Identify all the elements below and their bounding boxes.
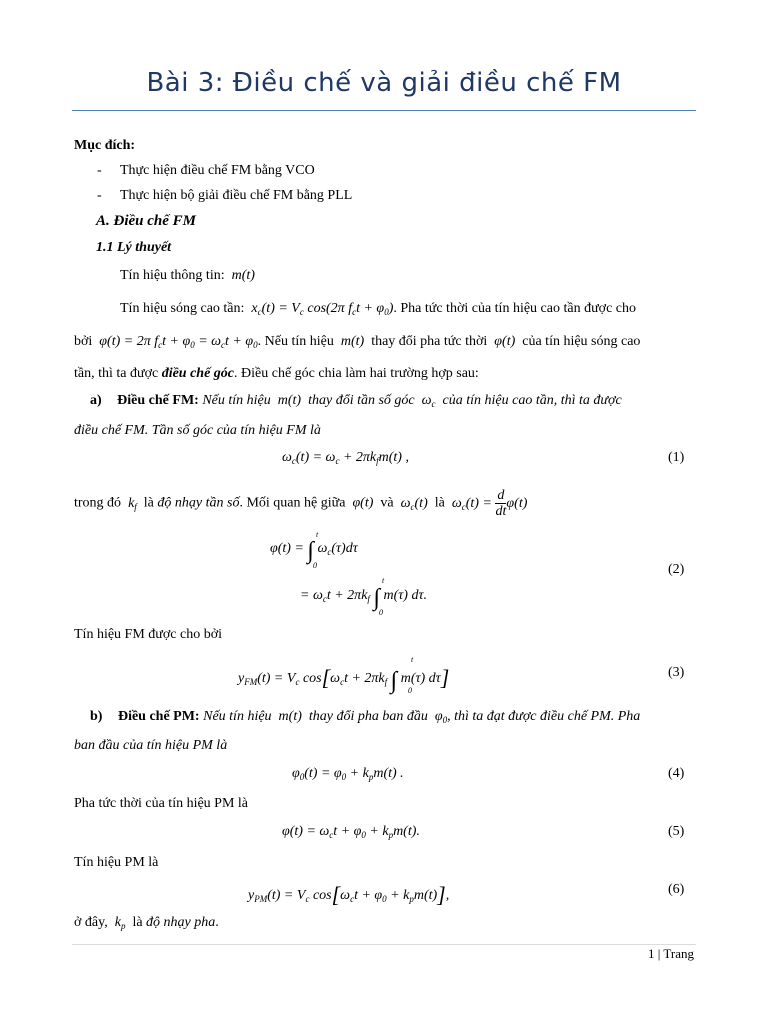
math-phase: φ(t) = 2π $f_ct + \varphi_0 = \omega_ct + \varphi_0$ — [95, 334, 258, 350]
math-derivative: $\omega_c(t)$ = $\frac{d}{dt}$ φ(t) — [448, 488, 528, 519]
text: . Pha tức thời của tín hiệu cao tần được cho — [393, 301, 636, 316]
text: , thì ta đạt được điều chế PM. Pha — [447, 709, 641, 724]
text: b) — [90, 709, 103, 724]
text: và — [380, 495, 394, 511]
int-upper-limit: t — [382, 576, 385, 585]
text: thay đổi tần số góc — [308, 393, 415, 408]
math: $k_f$ — [124, 495, 137, 512]
equation-2b: = $\omega_ct + 2\pi k_f$ ∫ m(τ) dτ. — [300, 585, 427, 611]
int-upper-limit: t — [316, 530, 319, 539]
purpose-item-1: Thực hiện điều chế FM bằng VCO — [120, 163, 315, 178]
int-upper-limit: t — [411, 655, 414, 664]
math: m(t) — [337, 334, 368, 349]
text: độ nhạy pha — [146, 915, 216, 930]
equation-number-3: (3) — [668, 665, 685, 680]
math: $k_p$ — [111, 915, 126, 931]
int-lower-limit: 0 — [313, 561, 317, 570]
text: thay đổi pha tức thời — [371, 334, 488, 349]
text: Tín hiệu thông tin: — [120, 268, 225, 283]
equation-number-6: (6) — [668, 882, 685, 897]
text: của tín hiệu cao tần, thì ta được — [442, 393, 622, 408]
paragraph-angle-mod — [74, 366, 479, 382]
text: Điều chế FM: — [117, 393, 199, 408]
item-b-cont: ban đầu của tín hiệu PM là — [74, 738, 228, 753]
equation-number-5: (5) — [668, 824, 685, 839]
paragraph-pm-phase: Pha tức thời của tín hiệu PM là — [74, 796, 249, 811]
math-carrier: $x_c(t) = V_c$ cos(2π $f_ct + \varphi_0$) — [247, 301, 394, 317]
text: Nếu tín hiệu — [203, 709, 272, 724]
subsection-heading: 1.1 Lý thuyết — [96, 240, 172, 255]
text: Nếu tín hiệu — [202, 393, 271, 408]
text: là — [132, 915, 143, 930]
equation-6: $y_{PM}(t) = V_c$ $\cos[\omega_ct + \varphi_0 + k_pm(t)]$, — [248, 882, 450, 907]
text: Điều chế PM: — [117, 709, 200, 724]
paragraph-carrier — [120, 301, 636, 317]
text: bởi — [74, 334, 93, 349]
math: m(t) — [274, 393, 305, 408]
int-lower-limit: 0 — [408, 686, 412, 695]
equation-number-2: (2) — [668, 562, 685, 577]
text: của tín hiệu sóng cao — [522, 334, 641, 349]
purpose-item-2: Thực hiện bộ giải điều chế FM bằng PLL — [120, 188, 353, 203]
page-title: Bài 3: Điều chế và giải điều chế FM — [146, 68, 622, 98]
text: điều chế góc — [161, 366, 235, 381]
text: thay đổi pha ban đầu — [308, 709, 428, 724]
item-a — [90, 393, 622, 409]
equation-number-1: (1) — [668, 450, 685, 465]
text: là — [143, 495, 154, 511]
text: là — [434, 495, 445, 511]
title-underline — [72, 110, 696, 111]
equation-number-4: (4) — [668, 766, 685, 781]
equation-4: $\varphi_0(t) = \varphi_0 + k_pm(t)$ . — [292, 766, 404, 782]
text: . Nếu tín hiệu — [257, 334, 334, 349]
text: ở đây, — [74, 915, 108, 930]
text: Tín hiệu sóng cao tần: — [120, 301, 245, 316]
text: . — [215, 915, 219, 930]
math: φ(t) — [348, 495, 377, 511]
text: a) — [90, 393, 102, 408]
equation-5: $\varphi(t) = \omega_ct + \varphi_0 + k_pm(t)$. — [282, 824, 420, 840]
math: m(t) — [228, 268, 255, 283]
paragraph-fm-signal: Tín hiệu FM được cho bởi — [74, 627, 222, 642]
math: φ(t) — [490, 334, 519, 349]
purpose-bullet-1-mark: - — [97, 163, 102, 178]
paragraph-pm-sensitivity — [74, 915, 219, 931]
equation-2a: φ(t) = ∫ $\omega_c(\tau)d\tau$ — [270, 538, 358, 564]
math: m(t) — [275, 709, 306, 724]
text: . Điều chế góc chia làm hai trường hợp sau: — [234, 366, 479, 381]
purpose-heading: Mục đích: — [74, 138, 136, 153]
item-b — [90, 709, 640, 725]
math: $\omega_c(t)$ — [397, 495, 432, 512]
page-number: 1 | Trang — [648, 946, 694, 961]
equation-1: $\omega_c(t) = \omega_c + 2\pi k_fm(t)$ , — [282, 450, 409, 466]
item-a-cont: điều chế FM. Tần số góc của tín hiệu FM là — [74, 423, 321, 438]
footer-divider — [72, 944, 696, 945]
text: . Mối quan hệ giữa — [239, 495, 346, 511]
equation-3: $y_{FM}(t) = V_c$ $\cos[\omega_ct + 2\pi k_f$ ∫ m(τ) dτ] — [238, 665, 450, 694]
paragraph-where — [74, 488, 527, 519]
text: tần, thì ta được — [74, 366, 159, 381]
section-a-heading: A. Điều chế FM — [96, 213, 197, 229]
text: trong đó — [74, 495, 122, 511]
paragraph-info-signal — [120, 268, 255, 284]
math: $\omega_c$ — [418, 393, 436, 409]
paragraph-pm-signal: Tín hiệu PM là — [74, 855, 159, 870]
int-lower-limit: 0 — [379, 608, 383, 617]
math: $\varphi_0$ — [431, 709, 448, 725]
paragraph-phase — [74, 334, 640, 350]
purpose-bullet-2-mark: - — [97, 188, 102, 203]
text: độ nhạy tần số — [157, 495, 240, 511]
